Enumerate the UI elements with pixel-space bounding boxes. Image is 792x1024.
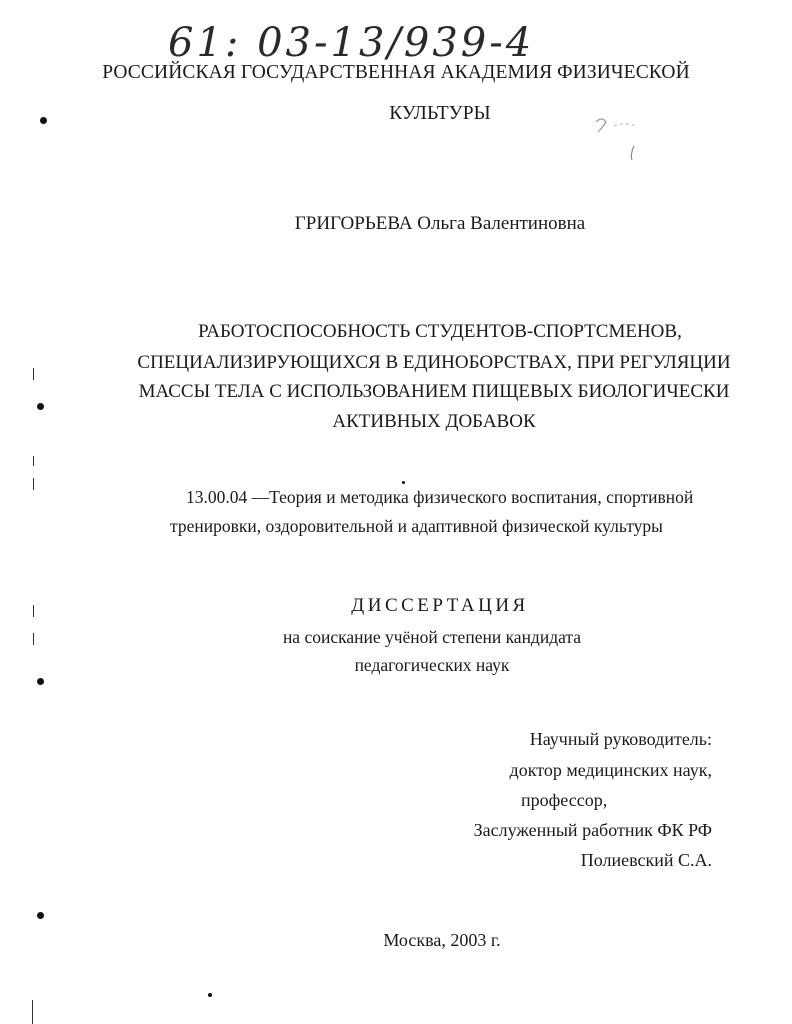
title-line-2: СПЕЦИАЛИЗИРУЮЩИХСЯ В ЕДИНОБОРСТВАХ, ПРИ РЕГУЛЯЦИИ	[137, 352, 731, 373]
binder-hole-mark	[40, 117, 47, 124]
binder-hole-mark	[37, 678, 44, 685]
degree-line-1: на соискание учёной степени кандидата	[282, 627, 582, 647]
margin-tick	[33, 478, 34, 490]
specialty-line-1: 13.00.04 —Теория и методика физического воспитания, спортивной	[186, 487, 694, 507]
supervisor-label: Научный руководитель:	[529, 729, 712, 749]
institution-line-2: КУЛЬТУРЫ	[389, 103, 491, 124]
institution-line-1: РОССИЙСКАЯ ГОСУДАРСТВЕННАЯ АКАДЕМИЯ ФИЗИЧЕСКОЙ	[102, 62, 690, 83]
supervisor-name: Полиевский С.А.	[580, 850, 712, 870]
specialty-line-2: тренировки, оздоровительной и адаптивной физической культуры	[170, 516, 663, 536]
title-line-1: РАБОТОСПОСОБНОСТЬ СТУДЕНТОВ-СПОРТСМЕНОВ,	[198, 321, 682, 342]
supervisor-degree: доктор медицинских наук,	[509, 760, 712, 780]
degree-line-2: педагогических наук	[354, 655, 510, 675]
binder-hole-mark	[37, 912, 44, 919]
margin-tick	[33, 456, 34, 466]
binder-hole-mark	[37, 403, 44, 410]
supervisor-honor: Заслуженный работник ФК РФ	[473, 820, 712, 840]
document-type: ДИССЕРТАЦИЯ	[351, 595, 529, 616]
title-line-4: АКТИВНЫХ ДОБАВОК	[332, 411, 536, 432]
scan-speck	[402, 481, 405, 484]
margin-tick	[33, 368, 34, 380]
supervisor-rank: профессор,	[521, 790, 608, 810]
archive-code-handwritten	[160, 12, 580, 68]
margin-tick	[33, 605, 34, 617]
title-line-3: МАССЫ ТЕЛА С ИСПОЛЬЗОВАНИЕМ ПИЩЕВЫХ БИОЛОГИЧЕСКИ	[138, 381, 730, 402]
place-year: Москва, 2003 г.	[383, 930, 501, 950]
scan-speck	[208, 993, 212, 997]
margin-tick	[33, 633, 34, 645]
margin-tick	[32, 1000, 33, 1024]
author-name: ГРИГОРЬЕВА Ольга Валентиновна	[294, 213, 586, 234]
archive-code-text: 61: 03-13/939-4	[168, 20, 535, 66]
